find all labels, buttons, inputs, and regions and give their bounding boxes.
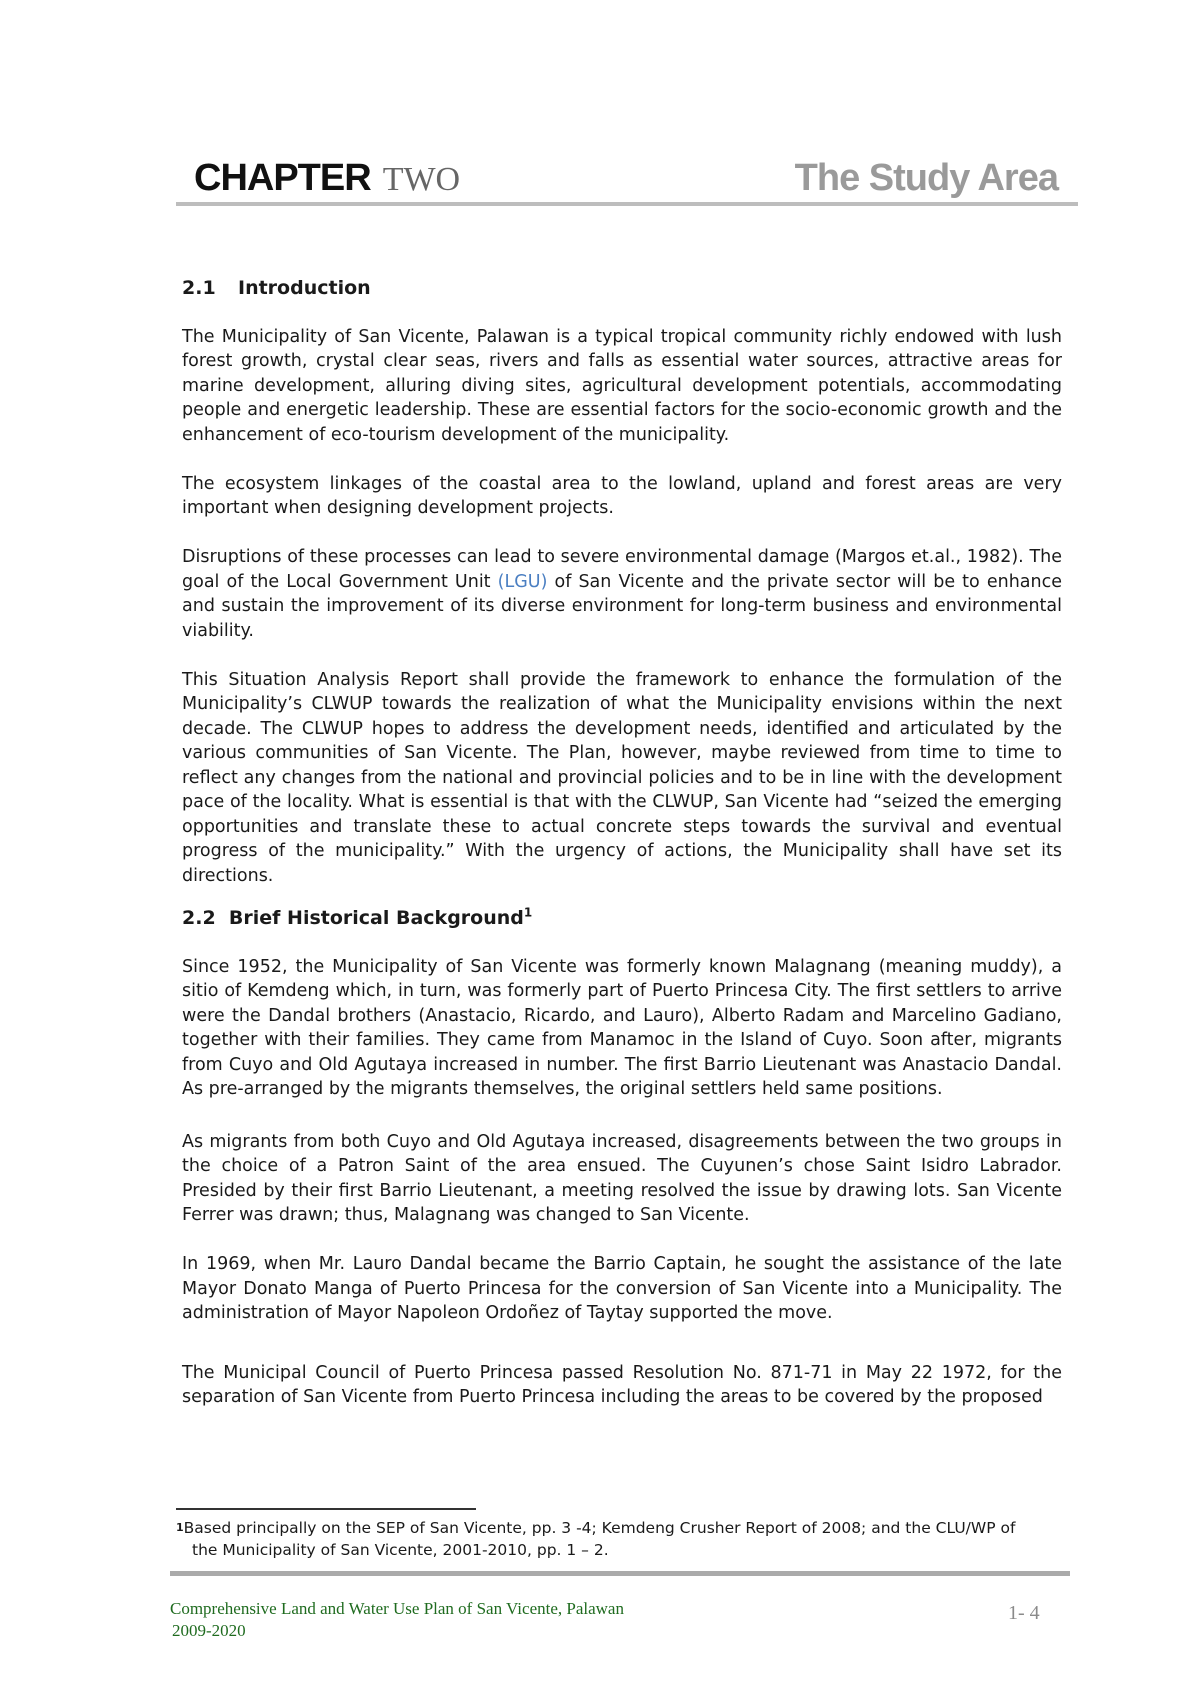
footer-years: 2009-2020 [172, 1621, 246, 1640]
paragraph-text: of San Vicente and the private sector will be to enhance and sustain the improvement of its diverse environment for long-term business and environmental viability. [182, 571, 1062, 641]
chapter-number: TWO [382, 161, 461, 198]
section-title: Brief Historical Background [228, 907, 524, 929]
paragraph [182, 545, 1062, 643]
paragraph: The Municipality of San Vicente, Palawan is a typical tropical community richly endowed with lush forest growth, crystal clear seas, rivers and falls as essential water sources, attractive areas for marine development, alluring diving sites, agricultural development potentials, accommodating people and energetic leadership. These are essential factors for the socio-economic growth and the enhancement of eco-tourism development of the municipality. [182, 326, 1062, 445]
footnote-text: Based principally on the SEP of San Vicente, pp. 3 -4; Kemdeng Crusher Report of 2008; and the CLU/WP of [183, 1519, 1016, 1537]
section-heading-introduction [182, 276, 1062, 301]
section-title: Introduction [238, 277, 371, 299]
paragraph: As migrants from both Cuyo and Old Agutaya increased, disagreements between the two groups in the choice of a Patron Saint of the area ensued. The Cuyunen’s chose Saint Isidro Labrador. Presided by their first Barrio Lieutenant, a meeting resolved the issue by drawing lots. San Vicente Ferrer was drawn; thus, Malagnang was changed to San Vicente. [182, 1131, 1062, 1225]
chapter-title: The Study Area [794, 157, 1058, 199]
footnote-reference[interactable]: 1 [523, 905, 533, 920]
chapter-label [194, 157, 460, 200]
footnote-divider [176, 1508, 476, 1510]
page-number: 1- 4 [1008, 1602, 1040, 1624]
paragraph: In 1969, when Mr. Lauro Dandal became the Barrio Captain, he sought the assistance of the late Mayor Donato Manga of Puerto Princesa for the conversion of San Vicente into a Municipality. The administration of Mayor Napoleon Ordoñez of Taytay supported the move. [182, 1254, 1062, 1323]
footnote-mark: 1 [176, 1521, 184, 1534]
section-heading-historical-background [182, 906, 1062, 931]
body-content [182, 276, 1062, 1410]
footnote-text: the Municipality of San Vicente, 2001-2010, pp. 1 – 2. [192, 1541, 609, 1559]
footer-title [170, 1598, 624, 1642]
paragraph: The ecosystem linkages of the coastal area to the lowland, upland and forest areas are very important when designing development projects. [182, 473, 1062, 518]
chapter-word: CHAPTER [194, 157, 371, 199]
section-number: 2.1 [182, 277, 216, 299]
footer-plan-title: Comprehensive Land and Water Use Plan of San Vicente, Palawan [170, 1599, 624, 1618]
paragraph: This Situation Analysis Report shall provide the framework to enhance the formulation of the Municipality’s CLWUP towards the realization of what the Municipality envisions within the next decade. The CLWUP hopes to address the development needs, identified and articulated by the various communities of San Vicente. The Plan, however, maybe reviewed from time to time to reflect any changes from the national and provincial policies and to be in line with the development pace of the locality. What is essential is that with the CLWUP, San Vicente had “seized the emerging opportunities and translate these to actual concrete steps towards the survival and eventual progress of the municipality.” With the urgency of actions, the Municipality shall have set its directions. [182, 669, 1062, 886]
lgu-link[interactable]: (LGU) [497, 571, 548, 592]
chapter-header [176, 150, 1078, 206]
paragraph: Since 1952, the Municipality of San Vicente was formerly known Malagnang (meaning muddy), a sitio of Kemdeng which, in turn, was formerly part of Puerto Princesa City. The first settlers to arrive were the Dandal brothers (Anastacio, Ricardo, and Lauro), Alberto Radam and Marcelino Gadiano, together with their families. They came from Manamoc in the Island of Cuyo. Soon after, migrants from Cuyo and Old Agutaya increased in number. The first Barrio Lieutenant was Anastacio Dandal. As pre-arranged by the migrants themselves, the original settlers held same positions. [182, 956, 1062, 1099]
footnote [176, 1517, 1062, 1561]
section-number: 2.2 [182, 907, 216, 929]
paragraph-text: Disruptions of these processes can lead to severe environmental damage (Margos et.al., 1982). The goal of the Local Government Unit [182, 547, 1062, 592]
footer-divider [170, 1571, 1070, 1576]
paragraph: The Municipal Council of Puerto Princesa passed Resolution No. 871-71 in May 22 1972, for the separation of San Vicente from Puerto Princesa including the areas to be covered by the proposed [182, 1362, 1062, 1407]
